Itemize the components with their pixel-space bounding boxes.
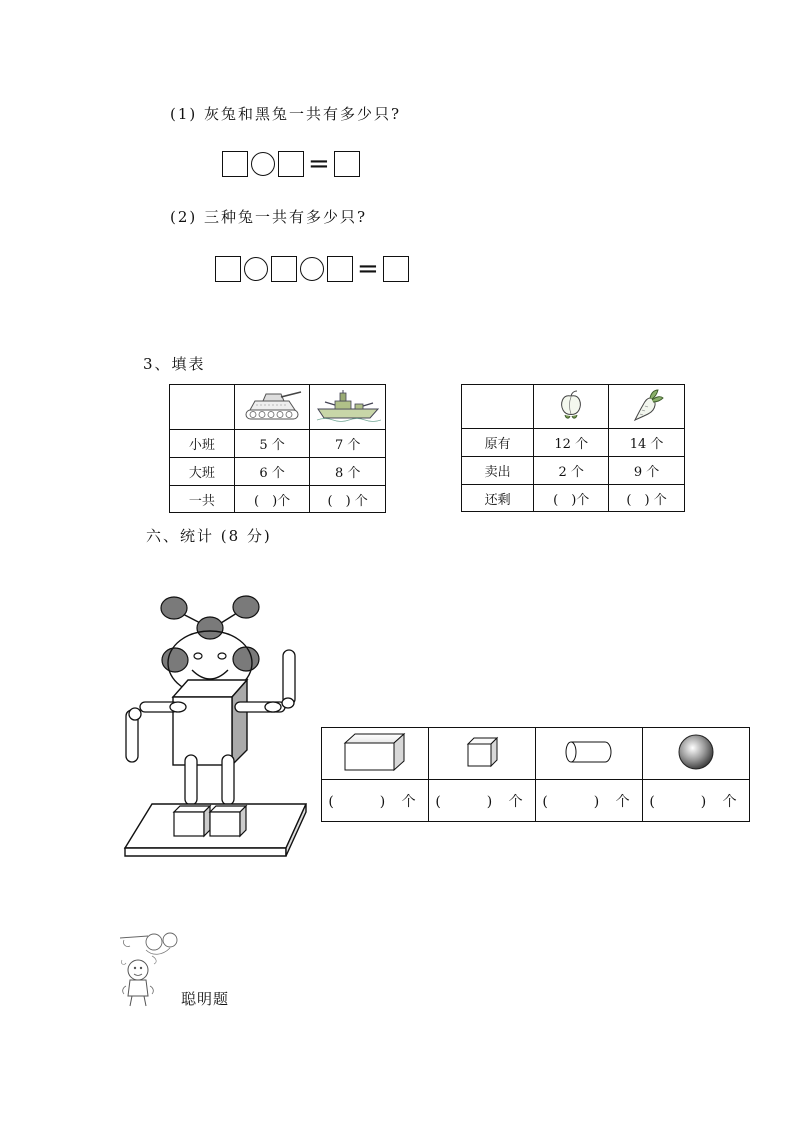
result-box[interactable]	[383, 256, 409, 282]
count-answer-cell[interactable]: ( ) 个	[536, 780, 643, 822]
answer-cell[interactable]: ( ) 个	[310, 486, 386, 513]
section-3-title: 3、填表	[143, 355, 206, 373]
cylinder-cell	[536, 728, 643, 780]
answer-cell[interactable]: ( )个	[534, 485, 609, 512]
table-cell: 5 个	[234, 430, 309, 458]
answer-cell[interactable]: ( ) 个	[609, 485, 685, 512]
peach-picture	[556, 388, 586, 422]
operator-circle[interactable]	[244, 257, 268, 281]
row-label: 卖出	[462, 457, 534, 485]
shape-count-table	[321, 727, 750, 822]
equation-1	[222, 151, 360, 177]
answer-box[interactable]	[278, 151, 304, 177]
question-2	[170, 206, 367, 227]
cartoon-kids-picture	[118, 930, 182, 1008]
tank-picture-cell	[234, 385, 309, 430]
question-1	[170, 103, 401, 124]
answer-box[interactable]	[327, 256, 353, 282]
question-1-text: 灰兔和黑兔一共有多少只?	[204, 105, 402, 123]
answer-cell[interactable]: ( )个	[234, 486, 309, 513]
bonus-title: 聪明题	[181, 990, 230, 1008]
tank-picture	[241, 388, 303, 422]
radish-picture-cell	[609, 385, 685, 429]
row-label: 大班	[170, 458, 235, 486]
table-cell: 12 个	[534, 429, 609, 457]
count-answer-cell[interactable]: ( ) 个	[429, 780, 536, 822]
row-label: 原有	[462, 429, 534, 457]
question-1-number: (1)	[170, 105, 198, 123]
equation-2	[215, 256, 409, 282]
row-label: 小班	[170, 430, 235, 458]
row-label: 一共	[170, 486, 235, 513]
cube-cell	[429, 728, 536, 780]
robot-picture	[120, 590, 315, 865]
answer-box[interactable]	[271, 256, 297, 282]
cylinder-icon	[565, 738, 613, 766]
cube-icon	[464, 734, 500, 770]
cuboid-icon	[342, 731, 408, 773]
table-cell: 8 个	[310, 458, 386, 486]
peach-picture-cell	[534, 385, 609, 429]
cuboid-cell	[322, 728, 429, 780]
table-corner-cell	[462, 385, 534, 429]
question-2-number: (2)	[170, 208, 198, 226]
table-cell: 9 个	[609, 457, 685, 485]
section-6-title: 六、统计 (8 分)	[146, 527, 272, 545]
question-2-text: 三种兔一共有多少只?	[204, 208, 368, 226]
table-cell: 2 个	[534, 457, 609, 485]
count-answer-cell[interactable]: ( ) 个	[643, 780, 750, 822]
fill-table-classes	[169, 384, 386, 513]
answer-box[interactable]	[222, 151, 248, 177]
equals-sign: =	[308, 149, 330, 179]
operator-circle[interactable]	[251, 152, 275, 176]
table-cell: 6 个	[234, 458, 309, 486]
table-cell: 14 个	[609, 429, 685, 457]
sphere-icon	[676, 732, 716, 772]
fill-table-fruits	[461, 384, 685, 512]
warship-picture	[315, 388, 381, 422]
row-label: 还剩	[462, 485, 534, 512]
table-corner-cell	[170, 385, 235, 430]
sphere-cell	[643, 728, 750, 780]
answer-box[interactable]	[215, 256, 241, 282]
table-cell: 7 个	[310, 430, 386, 458]
count-answer-cell[interactable]: ( ) 个	[322, 780, 429, 822]
result-box[interactable]	[334, 151, 360, 177]
radish-picture	[630, 388, 664, 422]
warship-picture-cell	[310, 385, 386, 430]
equals-sign: =	[357, 254, 379, 284]
operator-circle[interactable]	[300, 257, 324, 281]
